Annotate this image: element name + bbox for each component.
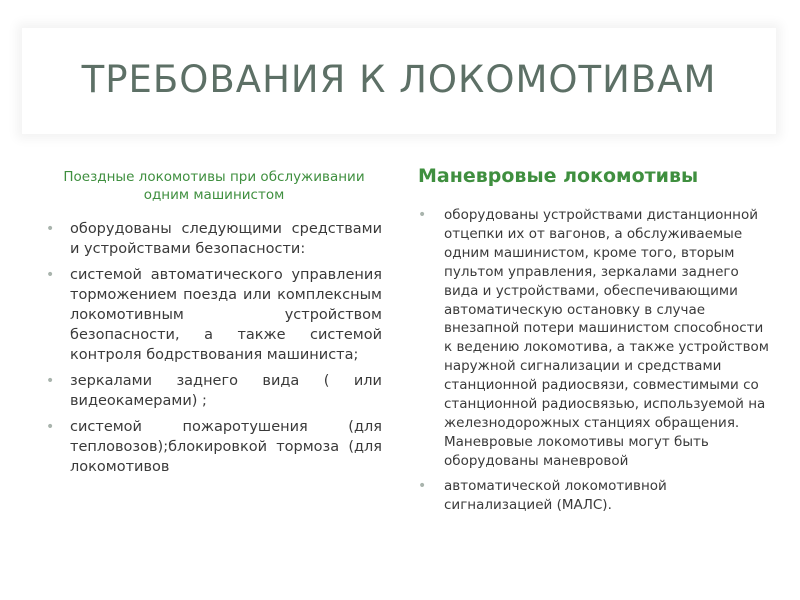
title-band (22, 28, 776, 134)
right-bullet-list (418, 206, 772, 521)
list-item (418, 477, 772, 515)
list-item-text: системой автоматического управления торможением поезда или комплексным локомотивным устройством безопасности, а также системой контроля бодрствования машиниста; (70, 267, 382, 363)
bullet-icon: • (46, 267, 55, 283)
list-item (46, 219, 382, 259)
left-column-heading: Поездные локомотивы при обслуживании одним машинистом (63, 169, 365, 203)
list-item (46, 417, 382, 477)
bullet-icon: • (46, 373, 55, 389)
slide-title: ТРЕБОВАНИЯ К ЛОКОМОТИВАМ (81, 58, 717, 101)
list-item-text: автоматической локомотивной сигнализацией (МАЛС). (444, 477, 667, 513)
list-item-text: оборудованы устройствами дистанционной отцепки их от вагонов, а обслуживаемые одним машинистом, кроме того, вторым пультом управления, зеркалами заднего вида и устройствами, обеспечивающими автоматическую остановку в случае внезапной потери машинистом способности к ведению локомотива, а также устройством наружной сигнализации и средствами станционной радиосвязи, совместимыми со станционной радиосвязью, используемой на железнодорожных станциях обращения. Маневровые локомотивы могут быть оборудованы маневровой (444, 207, 769, 469)
right-column-heading: Маневровые локомотивы (418, 165, 699, 187)
list-item-text: зеркалами заднего вида ( или видеокамерами) ; (70, 373, 382, 409)
list-item (46, 371, 382, 411)
list-item-text: оборудованы следующими средствами и устройствами безопасности: (70, 221, 382, 257)
list-item (418, 206, 772, 471)
bullet-icon: • (46, 419, 55, 435)
bullet-icon: • (418, 477, 427, 494)
list-item-text: системой пожаротушения (для тепловозов);блокировкой тормоза (для локомотивов (70, 419, 382, 475)
list-item (46, 265, 382, 365)
left-bullet-list (46, 219, 382, 483)
bullet-icon: • (46, 221, 55, 237)
bullet-icon: • (418, 207, 427, 223)
